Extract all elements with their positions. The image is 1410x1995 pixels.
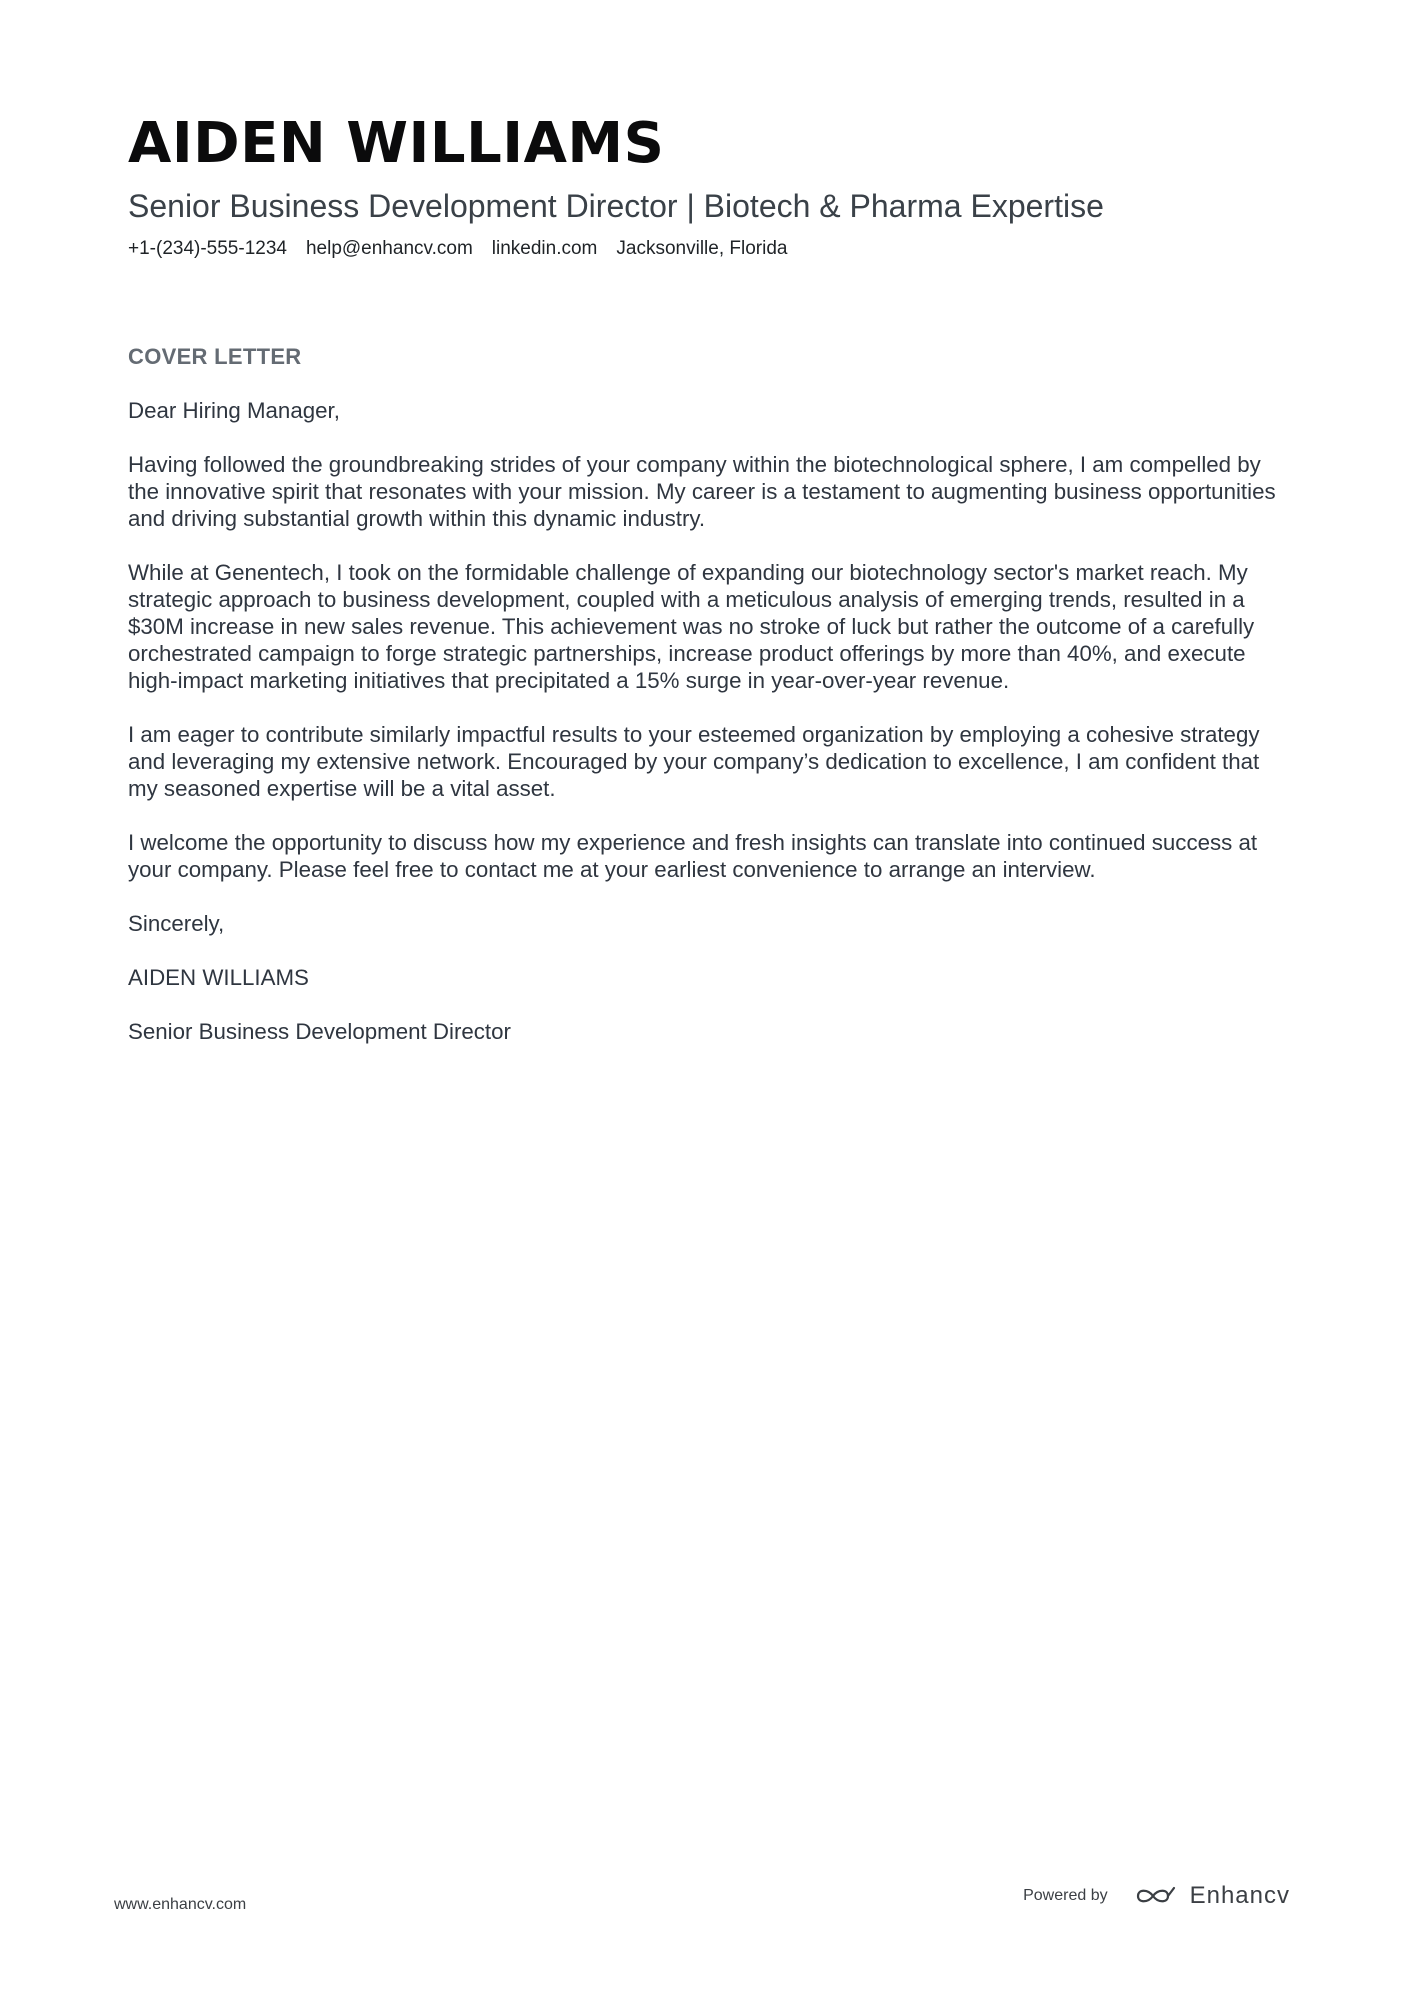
signature-title: Senior Business Development Director (128, 1019, 511, 1044)
section-title: COVER LETTER (128, 344, 302, 369)
greeting: Dear Hiring Manager, (128, 398, 340, 423)
contact-phone: +1-(234)-555-1234 (128, 238, 287, 259)
enhancv-logo-icon (1134, 1883, 1182, 1909)
cover-letter-body (128, 342, 1293, 1072)
candidate-name: AIDEN WILLIAMS (128, 111, 665, 176)
signature-name: AIDEN WILLIAMS (128, 965, 309, 990)
resume-header (128, 108, 1288, 262)
contact-info (128, 236, 1288, 262)
contact-linkedin[interactable]: linkedin.com (491, 238, 598, 259)
footer-website[interactable]: www.enhancv.com (114, 1896, 247, 1913)
brand-name: Enhancv (1189, 1882, 1290, 1909)
candidate-headline: Senior Business Development Director | Biotech & Pharma Expertise (128, 188, 1104, 224)
paragraph-2: While at Genentech, I took on the formidable challenge of expanding our biotechnology sector's market reach. My strategic approach to business development, coupled with a meticulous analysis of emerging trends, resulted in a $30M increase in new sales revenue. This achievement was no stroke of luck but rather the outcome of a carefully orchestrated campaign to forge strategic partnerships, increase product offerings by more than 40%, and execute high-impact marketing initiatives that precipitated a 15% surge in year-over-year revenue. (128, 560, 1255, 693)
contact-location: Jacksonville, Florida (616, 238, 788, 259)
paragraph-4: I welcome the opportunity to discuss how my experience and fresh insights can translate into continued success at your company. Please feel free to contact me at your earliest convenience to arrange an interview. (128, 830, 1258, 882)
paragraph-3: I am eager to contribute similarly impactful results to your esteemed organization by employing a cohesive strategy and leveraging my extensive network. Encouraged by your company’s dedication to excellence, I am confident that my seasoned expertise will be a vital asset. (128, 722, 1260, 801)
closing: Sincerely, (128, 911, 225, 936)
powered-by-label: Powered by (1023, 1887, 1108, 1904)
footer-branding (1023, 1882, 1290, 1910)
paragraph-1: Having followed the groundbreaking strides of your company within the biotechnological sphere, I am compelled by the innovative spirit that resonates with your mission. My career is a testament to augmenting business opportunities and driving substantial growth within this dynamic industry. (128, 452, 1276, 531)
contact-email[interactable]: help@enhancv.com (305, 238, 473, 259)
